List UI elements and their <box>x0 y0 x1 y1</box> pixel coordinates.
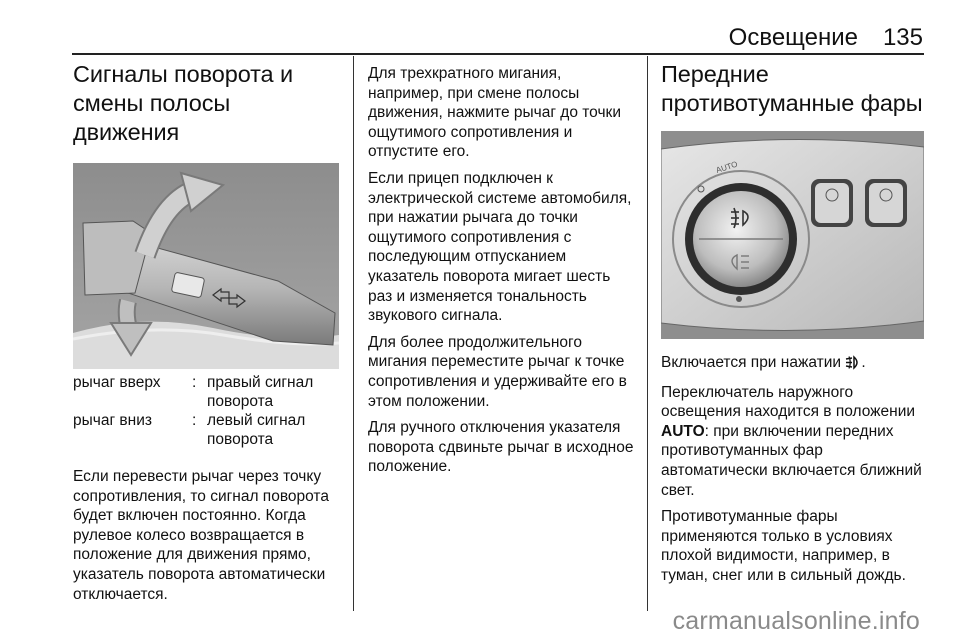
page-number: 135 <box>882 24 923 51</box>
column-divider <box>353 56 354 611</box>
section-heading-turn-signals: Сигналы поворота и смены полосы движения <box>73 61 293 145</box>
legend-definition: левый сигнал поворота <box>207 412 306 448</box>
column-2 <box>368 60 636 477</box>
legend-separator: : <box>192 374 197 391</box>
paragraph <box>661 353 929 376</box>
legend-definition: правый сигнал поворота <box>207 374 314 410</box>
section-heading-front-fog-lights: Передние противотуманные фары <box>661 61 923 116</box>
paragraph: Противотуманные фары применяются только в условиях плохой видимости, например, в туман, снег или в сильный дождь. <box>661 508 906 584</box>
paragraph <box>661 383 929 501</box>
legend-separator: : <box>192 412 197 429</box>
header-rule <box>72 53 924 55</box>
switch-label-auto: AUTO <box>714 159 739 175</box>
paragraph-text: Включается при нажатии <box>661 354 842 371</box>
paragraph: Для трехкратного мигания, например, при смене полосы движения, нажмите рычаг до точки ощутимого сопротивления и отпустите его. <box>368 65 621 161</box>
paragraph-text: Переключатель наружного освещения находится в положении <box>661 383 916 421</box>
column-divider <box>647 56 648 611</box>
watermark: carmanualsonline.info <box>672 607 920 635</box>
legend-row <box>73 373 341 411</box>
running-header-title: Освещение <box>728 24 858 51</box>
lever-legend <box>73 373 341 449</box>
legend-row <box>73 411 341 449</box>
fog-light-switch-drawing <box>661 131 924 339</box>
legend-term: рычаг вниз <box>73 412 152 429</box>
paragraph: Для более продолжительного мигания переместите рычаг к точке сопротивления и удерживайте его в этом положении. <box>368 333 627 410</box>
turn-signal-lever-drawing <box>73 163 339 369</box>
front-fog-light-icon <box>845 355 861 376</box>
paragraph-text: : при включении передних противотуманных фар автоматически включается ближний свет. <box>661 422 922 499</box>
column-3 <box>661 60 929 586</box>
legend-term: рычаг вверх <box>73 374 161 391</box>
auto-position-label: AUTO <box>661 422 705 440</box>
paragraph-text: . <box>861 354 866 371</box>
paragraph: Если прицеп подключен к электрической системе автомобиля, при нажатии рычага до точки ощутимого сопротивления с последующим отпусканием указатель поворота мигает шесть раз и изменяется тональность звукового сигнала. <box>368 169 632 325</box>
paragraph: Для ручного отключения указателя поворота сдвиньте рычаг в исходное положение. <box>368 419 634 476</box>
paragraph: Если перевести рычаг через точку сопротивления, то сигнал поворота будет включен постоянно. Когда рулевое колесо возвращается в положение для движения прямо, указатель поворота автоматически отключается. <box>73 468 329 603</box>
fog-light-switch-illustration <box>661 131 924 339</box>
column-1 <box>73 60 341 604</box>
turn-signal-lever-illustration <box>73 163 339 369</box>
